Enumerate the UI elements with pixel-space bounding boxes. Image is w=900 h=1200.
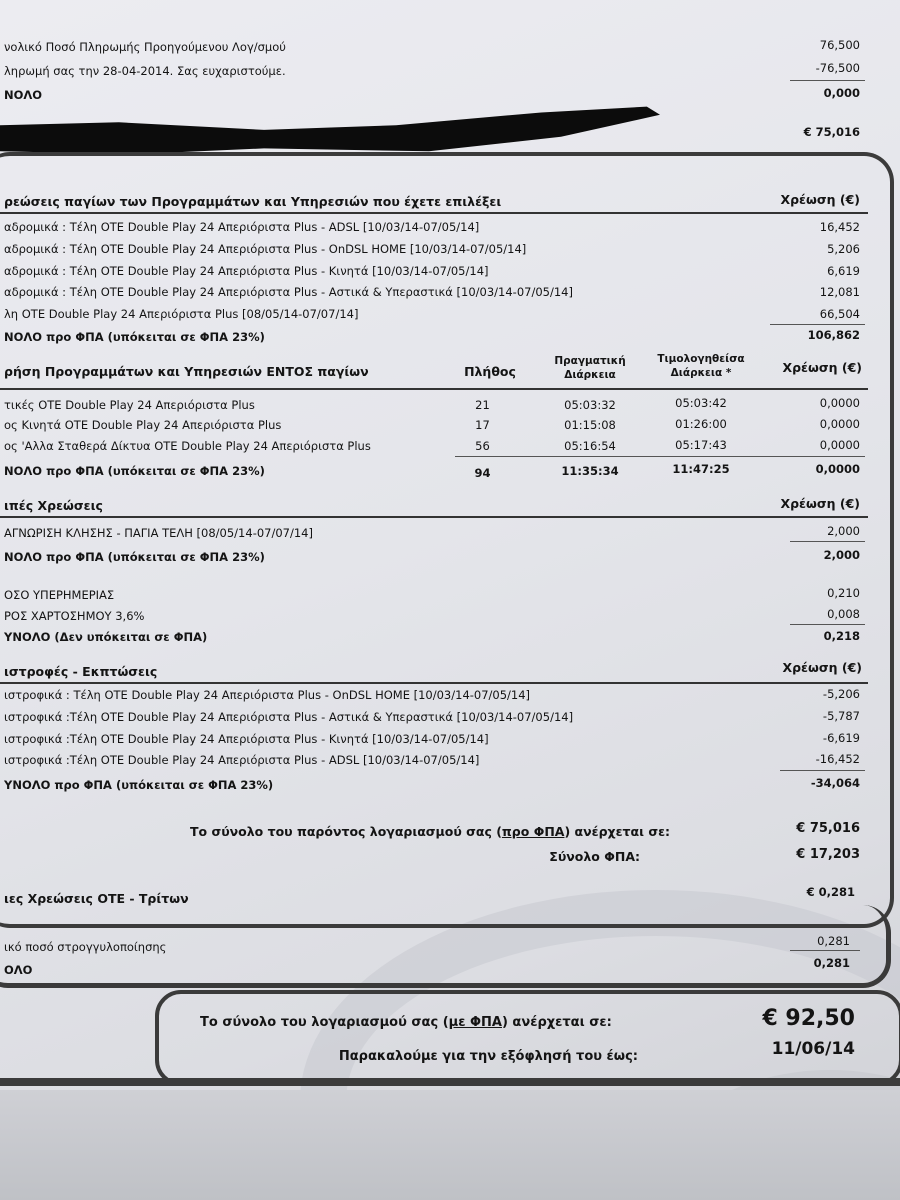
other-total-label: ΝΟΛΟ προ ΦΠΑ (υπόκειται σε ΦΠΑ 23%) bbox=[4, 550, 265, 564]
refunds-total-value: -34,064 bbox=[810, 776, 860, 790]
summary-underline bbox=[790, 80, 865, 81]
refunds-total-label: ΥΝΟΛΟ προ ΦΠΑ (υπόκειται σε ΦΠΑ 23%) bbox=[4, 778, 274, 792]
rounding-label: ικό ποσό στρογγυλοποίησης bbox=[4, 940, 167, 954]
fixed-row-value: 6,619 bbox=[827, 264, 860, 278]
usage-row-charge: 0,0000 bbox=[819, 396, 860, 410]
rounding-value: 0,281 bbox=[817, 934, 850, 948]
usage-row-billed: 01:26:00 bbox=[675, 417, 727, 431]
refund-row-value: -16,452 bbox=[815, 752, 860, 766]
usage-col-billed-1: Τιμολογηθείσα bbox=[657, 353, 745, 365]
refund-row-value: -5,206 bbox=[822, 687, 860, 701]
refunds-header-rule bbox=[0, 682, 868, 684]
page-bottom-rule bbox=[0, 1078, 900, 1086]
fixed-row-label: αδρομικά : Τέλη OTE Double Play 24 Απεριόριστα Plus - Κινητά [10/03/14-07/05/14] bbox=[4, 264, 489, 278]
refund-row-label: ιστροφικά : Τέλη OTE Double Play 24 Απεριόριστα Plus - OnDSL HOME [10/03/14-07/05/14] bbox=[4, 688, 531, 702]
final-total-box bbox=[155, 990, 900, 1086]
usage-row-actual: 05:03:32 bbox=[564, 398, 616, 412]
vat-total-label: Σύνολο ΦΠΑ: bbox=[549, 849, 640, 864]
net-total-label-pre: Το σύνολο του παρόντος λογαριασμού σας ( bbox=[190, 824, 502, 839]
other-total-rule bbox=[790, 541, 865, 542]
gross-total-value: € 92,50 bbox=[762, 1006, 855, 1031]
fixed-row-label: αδρομικά : Τέλη OTE Double Play 24 Απεριόριστα Plus - Αστικά & Υπεραστικά [10/03/14-07/05/14] bbox=[4, 285, 573, 299]
other-total-value: 2,000 bbox=[823, 548, 860, 562]
refunds-section-title: ιστροφές - Εκπτώσεις bbox=[4, 664, 158, 679]
third-total-label: ΟΛΟ bbox=[4, 963, 33, 977]
fee-row-label: ΟΣΟ ΥΠΕΡΗΜΕΡΙΑΣ bbox=[4, 588, 115, 602]
due-date-label: Παρακαλούμε για την εξόφλησή του έως: bbox=[338, 1049, 638, 1064]
usage-section-title: ρήση Προγραμμάτων και Υπηρεσιών ΕΝΤΟΣ παγίων bbox=[4, 364, 369, 379]
refund-row-value: -5,787 bbox=[822, 709, 860, 723]
summary-total-value: 0,000 bbox=[823, 86, 860, 100]
usage-row-label: ος 'Αλλα Σταθερά Δίκτυα OTE Double Play 24 Απεριόριστα Plus bbox=[4, 439, 371, 453]
fixed-total-value: 106,862 bbox=[807, 328, 860, 342]
fixed-row-label: αδρομικά : Τέλη OTE Double Play 24 Απεριόριστα Plus - ADSL [10/03/14-07/05/14] bbox=[4, 220, 480, 234]
gross-total-label-pre: Το σύνολο του λογαριασμού σας ( bbox=[200, 1015, 449, 1030]
payment-label: ληρωμή σας την 28-04-2014. Σας ευχαριστούμε. bbox=[4, 64, 286, 78]
refunds-col-header: Χρέωση (€) bbox=[782, 660, 862, 675]
usage-row-label: ος Κινητά OTE Double Play 24 Απεριόριστα Plus bbox=[4, 418, 282, 432]
usage-total-rule bbox=[455, 456, 865, 457]
usage-row-actual: 01:15:08 bbox=[564, 418, 616, 432]
usage-row-count: 21 bbox=[475, 398, 490, 412]
usage-row-charge: 0,0000 bbox=[819, 438, 860, 452]
third-party-value: € 0,281 bbox=[806, 885, 855, 899]
net-total-value: € 75,016 bbox=[796, 821, 860, 836]
usage-row-actual: 05:16:54 bbox=[564, 439, 616, 453]
usage-total-label: ΝΟΛΟ προ ΦΠΑ (υπόκειται σε ΦΠΑ 23%) bbox=[4, 464, 265, 478]
fixed-header-rule bbox=[0, 212, 868, 214]
fixed-col-header: Χρέωση (€) bbox=[780, 192, 860, 207]
net-total-label-link: προ ΦΠΑ bbox=[501, 824, 565, 839]
refund-row-label: ιστροφικά :Τέλη OTE Double Play 24 Απεριόριστα Plus - Κινητά [10/03/14-07/05/14] bbox=[4, 732, 489, 746]
vat-total-value: € 17,203 bbox=[796, 847, 860, 862]
prev-balance-value: 76,500 bbox=[819, 38, 860, 52]
fixed-total-rule bbox=[770, 324, 865, 325]
refund-row-label: ιστροφικά :Τέλη OTE Double Play 24 Απεριόριστα Plus - ADSL [10/03/14-07/05/14] bbox=[4, 753, 480, 767]
third-total-rule bbox=[790, 950, 860, 951]
due-date-value: 11/06/14 bbox=[771, 1039, 855, 1059]
fixed-row-value: 5,206 bbox=[827, 242, 860, 256]
net-total-label bbox=[190, 826, 670, 839]
fixed-row-value: 12,081 bbox=[819, 285, 860, 299]
other-section-title: ιπές Χρεώσεις bbox=[4, 498, 103, 513]
usage-total-billed: 11:47:25 bbox=[672, 462, 730, 476]
summary-total-label: ΝΟΛΟ bbox=[4, 88, 43, 102]
fixed-section-title: ρεώσεις παγίων των Προγραμμάτων και Υπηρεσιών που έχετε επιλέξει bbox=[4, 194, 502, 209]
usage-row-count: 56 bbox=[475, 439, 490, 453]
fixed-row-label: λη OTE Double Play 24 Απεριόριστα Plus [08/05/14-07/07/14] bbox=[4, 307, 359, 321]
usage-row-billed: 05:17:43 bbox=[675, 438, 727, 452]
prev-balance-label: νολικό Ποσό Πληρωμής Προηγούμενου Λογ/σμού bbox=[4, 40, 286, 54]
other-row-label: ΑΓΝΩΡΙΣΗ ΚΛΗΣΗΣ - ΠΑΓΙΑ ΤΕΛΗ [08/05/14-07/07/14] bbox=[4, 526, 313, 540]
usage-total-charge: 0,0000 bbox=[815, 462, 860, 476]
usage-row-count: 17 bbox=[475, 418, 490, 432]
other-col-header: Χρέωση (€) bbox=[780, 496, 860, 511]
fixed-row-value: 66,504 bbox=[819, 307, 860, 321]
usage-total-count: 94 bbox=[474, 466, 491, 480]
refunds-total-rule bbox=[780, 770, 865, 771]
usage-header-rule bbox=[0, 388, 868, 390]
usage-total-actual: 11:35:34 bbox=[561, 464, 619, 478]
fixed-row-label: αδρομικά : Τέλη OTE Double Play 24 Απεριόριστα Plus - OnDSL HOME [10/03/14-07/05/14] bbox=[4, 242, 527, 256]
other-header-rule bbox=[0, 516, 868, 518]
payment-value: -76,500 bbox=[815, 61, 860, 75]
current-amount: € 75,016 bbox=[803, 125, 860, 139]
third-party-title: ιες Χρεώσεις ΟΤΕ - Τρίτων bbox=[4, 891, 189, 906]
usage-col-count: Πλήθος bbox=[464, 364, 516, 379]
gross-total-label bbox=[200, 1016, 612, 1029]
refund-row-label: ιστροφικά :Τέλη OTE Double Play 24 Απεριόριστα Plus - Αστικά & Υπεραστικά [10/03/14-07/05/14] bbox=[4, 710, 574, 724]
usage-row-billed: 05:03:42 bbox=[675, 396, 727, 410]
usage-col-charge: Χρέωση (€) bbox=[782, 360, 862, 375]
fixed-total-label: ΝΟΛΟ προ ΦΠΑ (υπόκειται σε ΦΠΑ 23%) bbox=[4, 330, 265, 344]
page-bottom-shadow bbox=[0, 1090, 900, 1200]
fee-row-value: 0,210 bbox=[827, 586, 860, 600]
net-total-label-post: ) ανέρχεται σε: bbox=[564, 824, 671, 839]
usage-col-actual-2: Διάρκεια bbox=[564, 369, 616, 381]
fee-row-value: 0,008 bbox=[827, 607, 860, 621]
gross-total-label-post: ) ανέρχεται σε: bbox=[501, 1015, 612, 1030]
fee-row-label: ΡΟΣ ΧΑΡΤΟΣΗΜΟΥ 3,6% bbox=[4, 609, 145, 623]
fees-total-value: 0,218 bbox=[823, 629, 860, 643]
refund-row-value: -6,619 bbox=[822, 731, 860, 745]
usage-row-charge: 0,0000 bbox=[819, 417, 860, 431]
usage-row-label: τικές OTE Double Play 24 Απεριόριστα Plus bbox=[4, 398, 255, 412]
gross-total-label-link: με ΦΠΑ bbox=[448, 1015, 502, 1030]
usage-col-actual-1: Πραγματική bbox=[554, 355, 626, 367]
fixed-row-value: 16,452 bbox=[819, 220, 860, 234]
usage-col-billed-2: Διάρκεια * bbox=[670, 367, 732, 379]
fees-total-rule bbox=[790, 624, 865, 625]
third-total-value: 0,281 bbox=[813, 956, 850, 970]
other-row-value: 2,000 bbox=[827, 524, 860, 538]
fees-total-label: ΥΝΟΛΟ (Δεν υπόκειται σε ΦΠΑ) bbox=[4, 630, 208, 644]
